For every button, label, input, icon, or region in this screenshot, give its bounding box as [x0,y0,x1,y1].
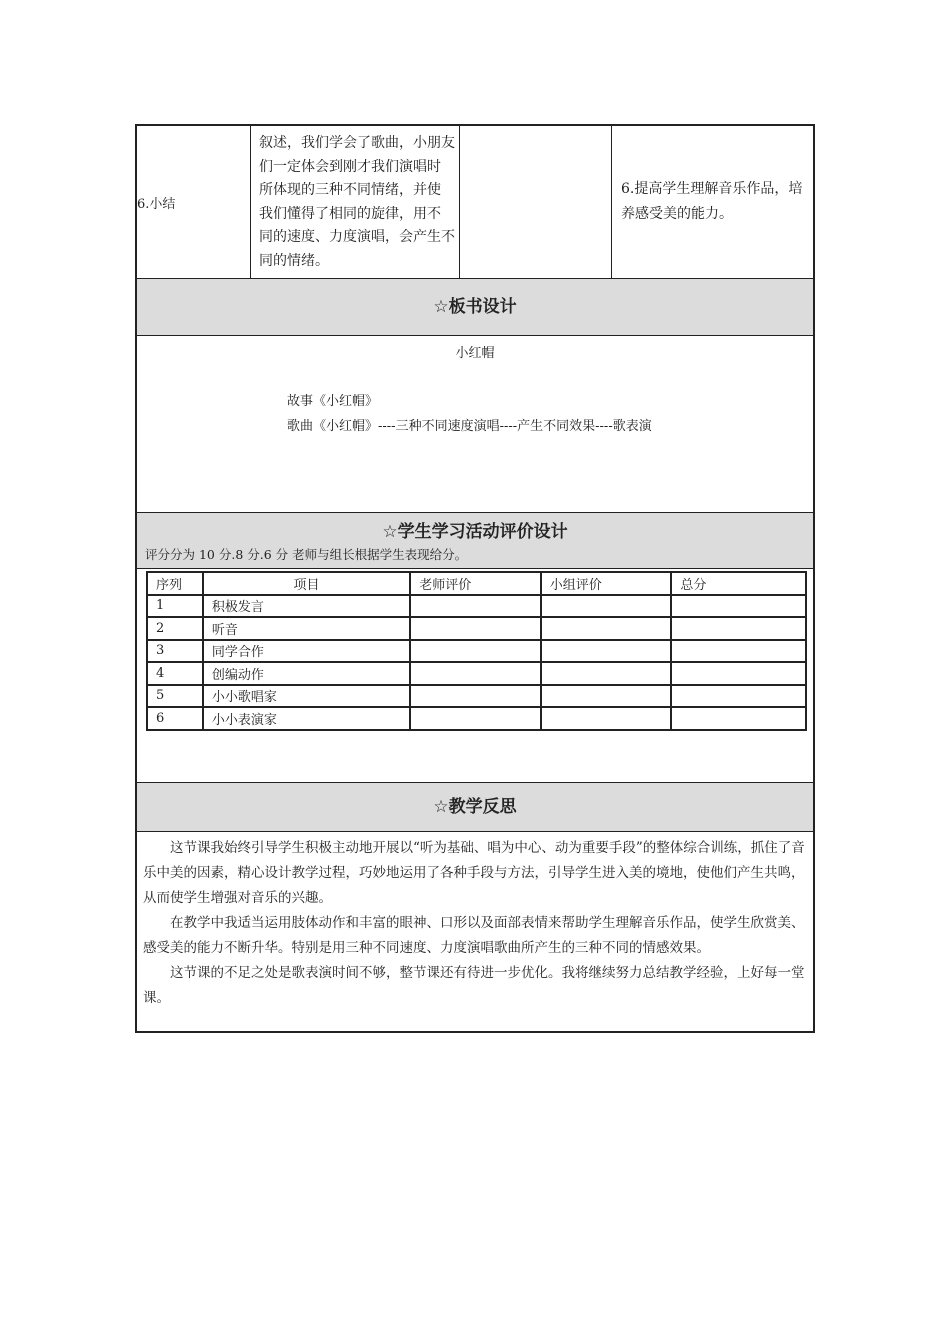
evaluation-table [146,571,807,731]
header-cell: 项目 [203,572,410,595]
column-divider [250,126,251,278]
header-cell: 序列 [147,572,203,595]
header-cell: 小组评价 [541,572,672,595]
step-goal: 6.提高学生理解音乐作品，培 养感受美的能力。 [621,181,803,222]
table-row: 6 小小表演家 [147,707,806,730]
table-row: 4 创编动作 [147,662,806,685]
header-cell: 老师评价 [410,572,541,595]
board-line-story: 故事《小红帽》 [287,394,379,409]
board-design-heading: ☆板书设计 [137,279,813,336]
evaluation-note: 评分分为 10 分.8 分.6 分 老师与组长根据学生表现给分。 [145,547,468,562]
reflection-section [137,832,813,1031]
column-divider [611,126,612,278]
reflection-paragraph: 这节课的不足之处是歌表演时间不够，整节课还有待进一步优化。我将继续努力总结教学经验，上好每一堂课。 [143,965,805,1006]
board-design-section [137,336,813,513]
table-row: 1 积极发言 [147,595,806,618]
evaluation-section [137,569,813,783]
table-header-row [147,572,806,595]
lesson-step-row [137,126,813,279]
board-title: 小红帽 [455,346,495,361]
reflection-paragraph: 这节课我始终引导学生积极主动地开展以“听为基础、唱为中心、动为重要手段”的整体综合训练，抓住了音乐中美的因素，精心设计教学过程，巧妙地运用了各种手段与方法，引导学生进入美的境地，使他们产生共鸣，从而使学生增强对音乐的兴趣。 [143,840,805,906]
evaluation-heading: ☆学生学习活动评价设计 [382,522,568,542]
table-row: 3 同学合作 [147,640,806,663]
table-row: 5 小小歌唱家 [147,685,806,708]
reflection-heading: ☆教学反思 [137,783,813,832]
header-cell: 总分 [671,572,806,595]
step-description: 叙述，我们学会了歌曲，小朋友 们一定体会到刚才我们演唱时 所体现的三种不同情绪，并使 我们懂得了相同的旋律，用不 同的速度、力度演唱，会产生不 同的情绪。 [259,135,455,269]
step-label: 6.小结 [137,196,176,212]
lesson-plan-frame [135,124,815,1033]
reflection-paragraph: 在教学中我适当运用肢体动作和丰富的眼神、口形以及面部表情来帮助学生理解音乐作品，使学生欣赏美、感受美的能力不断升华。特别是用三种不同速度、力度演唱歌曲所产生的三种不同的情感效果。 [143,915,805,956]
board-line-song: 歌曲《小红帽》----三种不同速度演唱----产生不同效果----歌表演 [287,419,652,434]
column-divider [459,126,460,278]
evaluation-header [137,513,813,569]
table-row: 2 听音 [147,617,806,640]
